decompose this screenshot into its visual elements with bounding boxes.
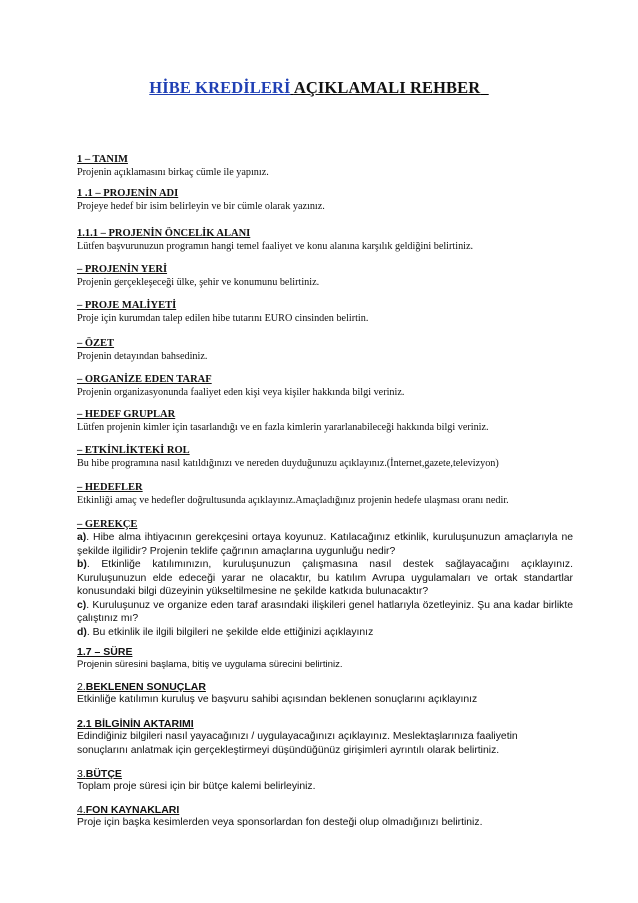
- section-heading: – GEREKÇE: [77, 519, 138, 530]
- section-ozet: [77, 338, 573, 363]
- section-body: Etkinliği amaç ve hedefler doğrultusunda açıklayınız.Amaçladığınız projenin hedefe ulaşması oranı nedir.: [77, 495, 509, 506]
- gerekce-item-c: [77, 599, 573, 626]
- section-heading: 1 .1 – PROJENİN ADI: [77, 188, 179, 199]
- item-text: . Bu etkinlik ile ilgili bilgileri ne şekilde elde ettiğinizi açıklayınız: [86, 626, 374, 638]
- item-label: c): [77, 599, 87, 611]
- item-label: a): [77, 532, 87, 543]
- title-part1: HİBE KREDİLERİ: [149, 78, 291, 97]
- section-body: Projeye hedef bir isim belirleyin ve bir cümle olarak yazınız.: [77, 201, 325, 212]
- section-body: Projenin detayından bahsediniz.: [77, 351, 208, 362]
- section-body: Lütfen başvurunuzun programın hangi temel faaliyet ve konu alanına karşılık geldiğini belirtiniz.: [77, 241, 474, 252]
- section-number: 2.: [77, 681, 86, 693]
- section-number: 3.: [77, 768, 86, 780]
- section-butce: [77, 768, 573, 794]
- item-text: . Hibe alma ihtiyacının gerekçesini ortaya koyunuz. Katılacağınız etkinlik, kuruluşunuzun amaçlarıyla ne şekilde ilgilidir? Projenin teklife çağrının amaçlarına uygunluğu nedir?: [77, 532, 573, 557]
- section-body: Projenin gerçekleşeceği ülke, şehir ve konumunu belirtiniz.: [77, 277, 320, 288]
- section-body: Projenin süresini başlama, bitiş ve uygulama sürecini belirtiniz.: [77, 659, 343, 670]
- section-bilginin-aktarimi: [77, 718, 573, 757]
- section-body: Proje için kurumdan talep edilen hibe tutarını EURO cinsinden belirtin.: [77, 313, 369, 324]
- section-heading: – ETKİNLİKTEKİ ROL: [77, 445, 190, 456]
- section-body-line2: sonuçlarını anlatmak için gerçekleştirmeyi düşündüğünüz girişimleri ayrıntılı olarak belirtiniz.: [77, 744, 500, 756]
- section-body: Projenin organizasyonunda faaliyet eden kişi veya kişiler hakkında bilgi veriniz.: [77, 387, 405, 398]
- section-heading: [77, 681, 573, 693]
- section-body: Etkinliğe katılımın kuruluş ve başvuru sahibi açısından beklenen sonuçlarını açıklayınız: [77, 694, 478, 705]
- page-title: [0, 78, 638, 98]
- section-heading: 1 – TANIM: [77, 154, 128, 165]
- section-heading: – ÖZET: [77, 338, 115, 349]
- gerekce-item-d: [77, 626, 573, 640]
- section-heading: [77, 804, 573, 816]
- section-hedefler: [77, 482, 573, 507]
- section-sure: [77, 646, 573, 672]
- section-oncelik-alani: [77, 228, 573, 253]
- section-heading-text: BEKLENEN SONUÇLAR: [85, 681, 206, 693]
- section-fon-kaynaklari: [77, 804, 573, 830]
- section-body: Projenin açıklamasını birkaç cümle ile yapınız.: [77, 167, 269, 178]
- section-number: 4.: [77, 804, 86, 816]
- section-body: Lütfen projenin kimler için tasarlandığı ve en fazla kimlerin yararlanabileceği hakkında bilgi veriniz.: [77, 422, 489, 433]
- item-text: . Kuruluşunuz ve organize eden taraf arasındaki ilişkileri genel hatlarıyla özetleyiniz. Şu ana kadar birlikte çalıştınız mı?: [77, 599, 573, 624]
- section-heading: – PROJENİN YERİ: [77, 264, 168, 275]
- gerekce-item-b: [77, 558, 573, 599]
- section-heading: 1.7 – SÜRE: [77, 646, 133, 658]
- section-body-line1: Edindiğiniz bilgileri nasıl yayacağınızı / uygulayacağınızı açıklayınız. Meslektaşlarınıza faaliyetin: [77, 731, 518, 742]
- section-body: Toplam proje süresi için bir bütçe kalemi belirleyiniz.: [77, 781, 316, 792]
- section-heading: – HEDEF GRUPLAR: [77, 409, 176, 420]
- section-gerekce: [77, 519, 573, 639]
- item-label: d): [77, 626, 87, 638]
- title-part2: AÇIKLAMALI REHBER: [293, 78, 481, 97]
- section-heading: – PROJE MALİYETİ: [77, 300, 177, 311]
- section-body: Proje için başka kesimlerden veya sponsorlardan fon desteği olup olmadığınızı belirtiniz.: [77, 817, 483, 828]
- gerekce-item-a: [77, 531, 573, 558]
- section-heading-text: FON KAYNAKLARI: [85, 804, 180, 816]
- section-proje-maliyeti: [77, 300, 573, 325]
- section-heading: [77, 768, 573, 780]
- section-heading: – ORGANİZE EDEN TARAF: [77, 374, 212, 385]
- section-heading: 1.1.1 – PROJENİN ÖNCELİK ALANI: [77, 228, 251, 239]
- section-heading: 2.1 BİLGİNİN AKTARIMI: [77, 718, 194, 730]
- section-heading-text: BÜTÇE: [85, 768, 122, 780]
- section-heading: – HEDEFLER: [77, 482, 143, 493]
- section-etkinlikteki-rol: [77, 445, 573, 470]
- section-organize-eden-taraf: [77, 374, 573, 399]
- section-proje-yeri: [77, 264, 573, 289]
- section-proje-adi: [77, 188, 573, 213]
- item-label: b): [77, 559, 87, 570]
- section-tanim: [77, 154, 573, 179]
- section-beklenen-sonuclar: [77, 681, 573, 707]
- item-text: . Etkinliğe katılımınızın, kuruluşunuzun çalışmasına nasıl destek sağlayacağını açıklayınız. Kuruluşunuzun elde edeceği yarar ne olacaktır, bu katılım Avrupa uygulamaları ve ortak standartlar konusundaki bilgi düzeyinin yükseltilmesine ne şekilde katkıda bulunacaktır?: [77, 559, 573, 597]
- section-body: Bu hibe programına nasıl katıldığınızı ve nereden duyduğunuzu açıklayınız.(İnternet,gazete,televizyon): [77, 458, 499, 469]
- section-hedef-gruplar: [77, 409, 573, 434]
